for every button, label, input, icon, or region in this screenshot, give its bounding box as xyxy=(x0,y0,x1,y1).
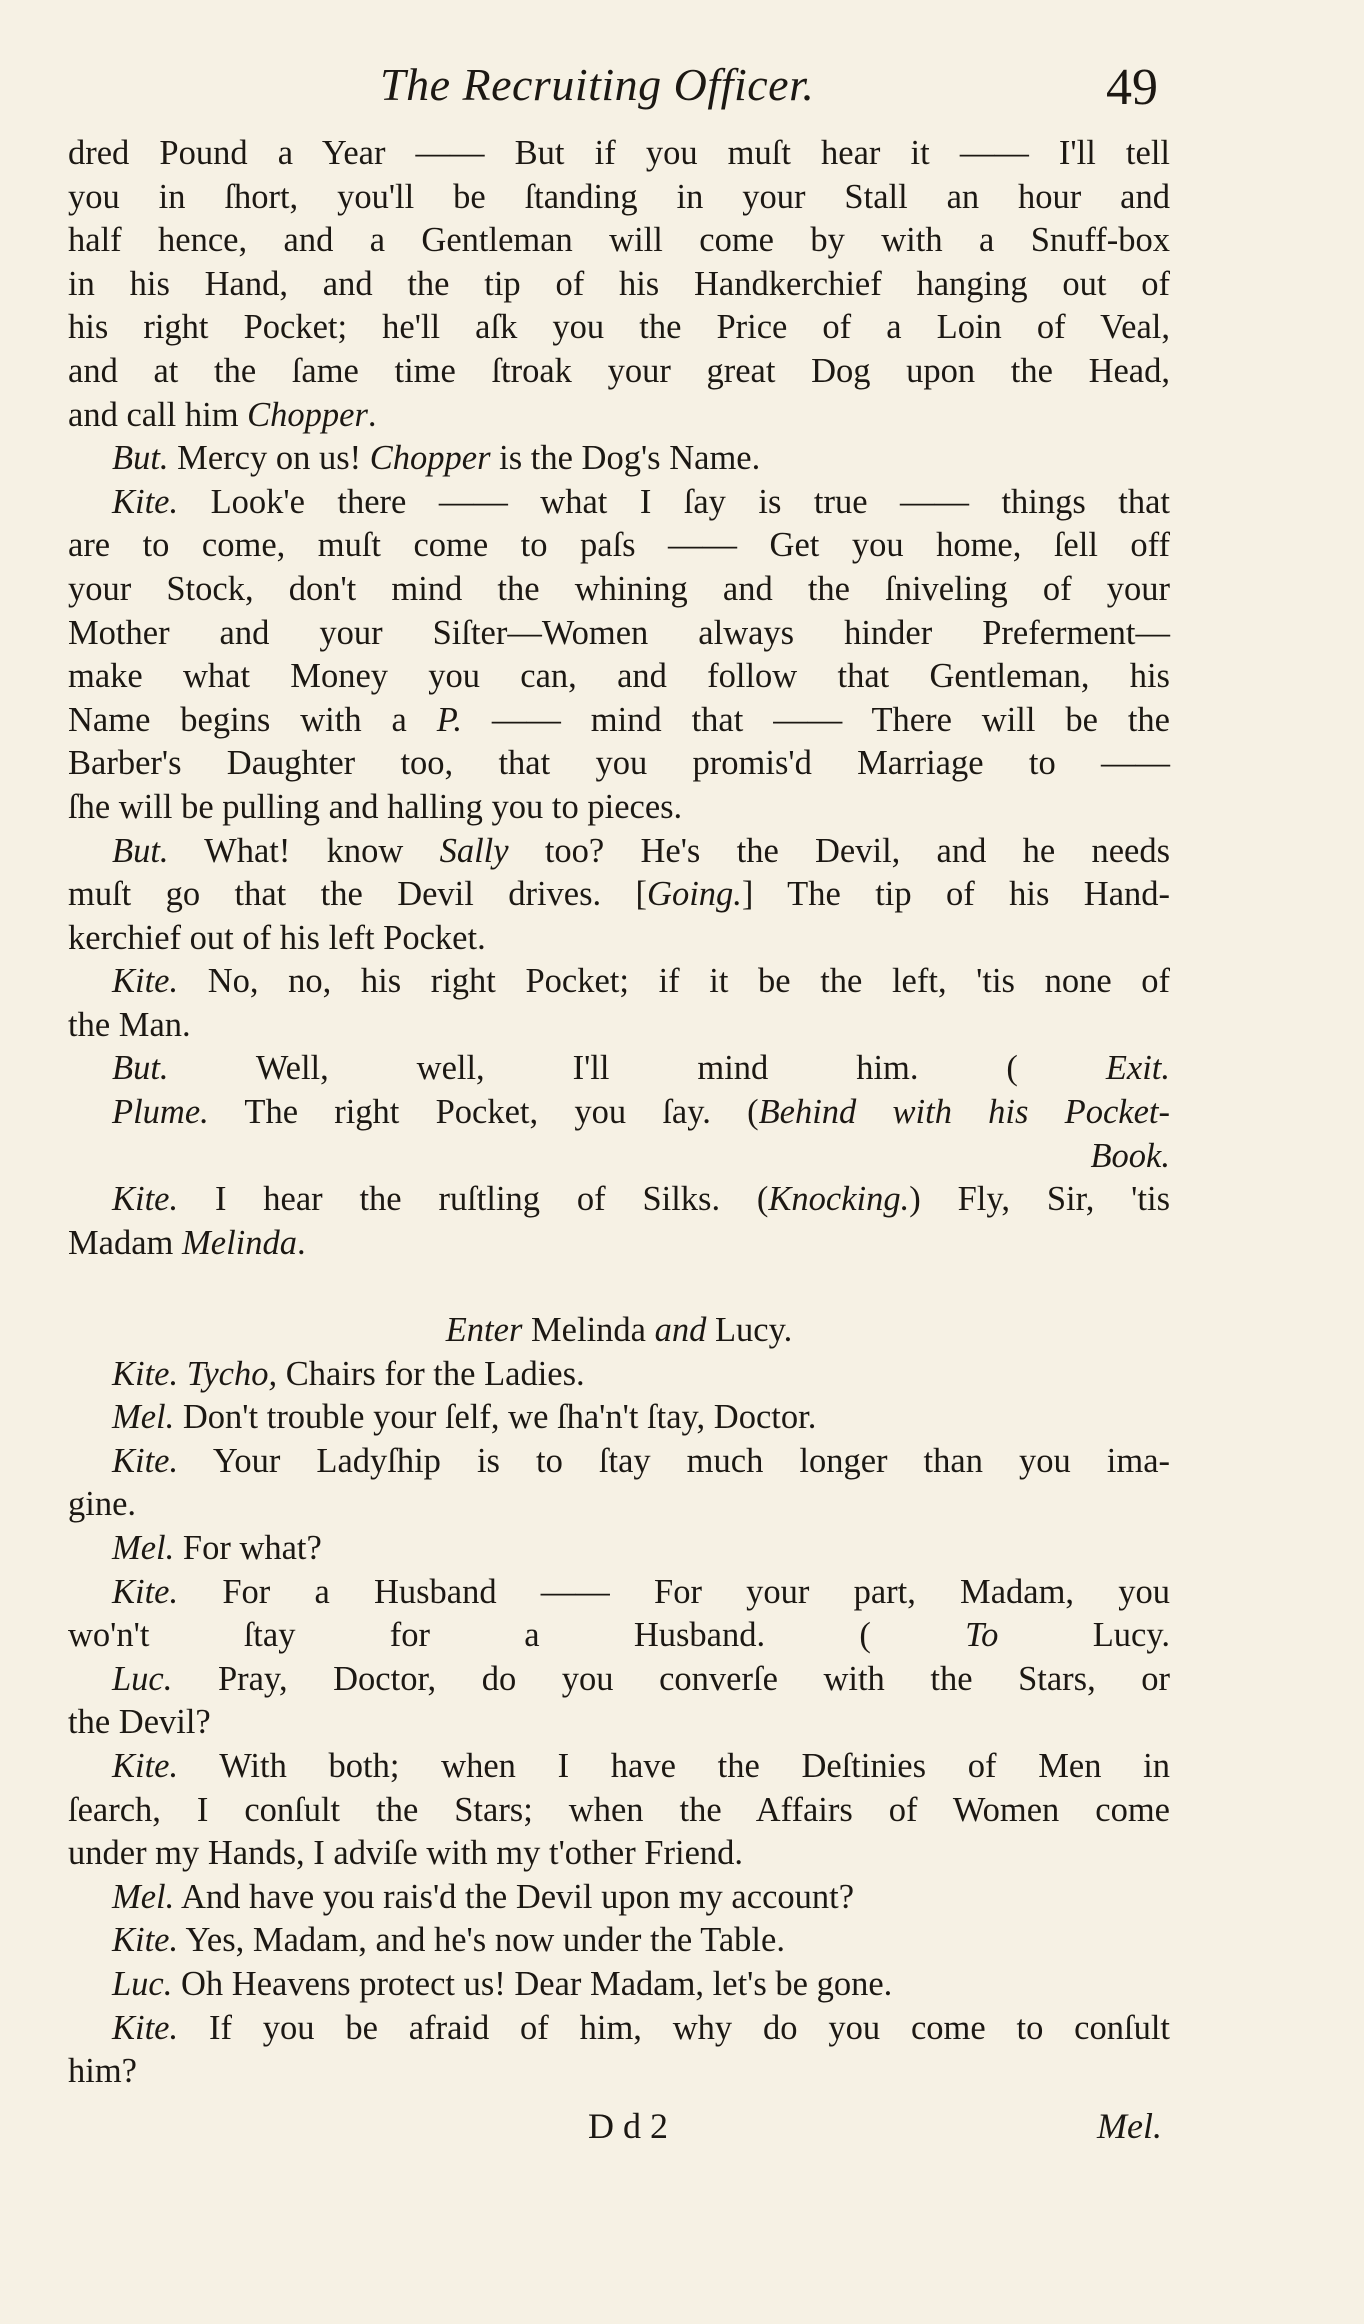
text-line: you in ſhort, you'll be ſtanding in your Stall an hour and xyxy=(68,177,1170,216)
text-line: the Devil? xyxy=(68,1703,211,1742)
text-line: Barber's Daughter too, that you promis'd Marriage to —— xyxy=(68,744,1170,783)
text-line: Kite. If you be afraid of him, why do you come to conſult xyxy=(112,2008,1170,2047)
text-line: Luc. Oh Heavens protect us! Dear Madam, let's be gone. xyxy=(112,1964,893,2003)
text-line: are to come, muſt come to paſs —— Get you home, ſell off xyxy=(68,526,1170,565)
text-line: Kite. With both; when I have the Deſtinies of Men in xyxy=(112,1746,1170,1785)
text-line: dred Pound a Year —— But if you muſt hear it —— I'll tell xyxy=(68,134,1170,172)
catchword: Mel. xyxy=(1097,2106,1162,2146)
text-line: wo'n't ſtay for a Husband. ( To Lucy. xyxy=(68,1616,1170,1655)
text-line: make what Money you can, and follow that Gentleman, his xyxy=(68,657,1170,696)
text-line: muſt go that the Devil drives. [Going.] The tip of his Hand- xyxy=(68,875,1170,914)
text-line: Mel. And have you rais'd the Devil upon my account? xyxy=(112,1877,855,1916)
text-line: But. What! know Sally too? He's the Devil, and he needs xyxy=(112,831,1170,870)
text-line: Enter Melinda and Lucy. xyxy=(445,1311,793,1350)
text-line: in his Hand, and the tip of his Handkerchief hanging out of xyxy=(68,264,1170,303)
text-line: Mel. For what? xyxy=(112,1529,322,1567)
text-line: Kite. Tycho, Chairs for the Ladies. xyxy=(112,1354,585,1393)
text-line: ſearch, I conſult the Stars; when the Affairs of Women come xyxy=(68,1790,1170,1829)
text-line: under my Hands, I adviſe with my t'other Friend. xyxy=(68,1834,744,1873)
text-line: Kite. I hear the ruſtling of Silks. (Knocking.) Fly, Sir, 'tis xyxy=(112,1180,1170,1219)
page-footer xyxy=(68,2105,1170,2155)
text-line: the Man. xyxy=(68,1005,191,1044)
text-line: Book. xyxy=(1090,1136,1170,1175)
text-line: half hence, and a Gentleman will come by with a Snuff-box xyxy=(68,221,1170,260)
page-number: 49 xyxy=(1106,59,1158,116)
text-line: But. Mercy on us! Chopper is the Dog's Name. xyxy=(112,439,761,478)
text-body xyxy=(68,132,1170,2094)
text-line: and call him Chopper. xyxy=(68,395,377,434)
text-line xyxy=(68,1265,1170,1309)
text-line: Kite. Your Ladyſhip is to ſtay much longer than you ima- xyxy=(112,1441,1170,1480)
text-line: But. Well, well, I'll mind him. ( Exit. xyxy=(112,1049,1170,1088)
text-line: Plume. The right Pocket, you ſay. (Behind with his Pocket- xyxy=(112,1093,1170,1132)
text-line: Mother and your Siſter—Women always hinder Preferment— xyxy=(68,613,1170,652)
text-line: ſhe will be pulling and halling you to pieces. xyxy=(68,787,683,826)
page-header xyxy=(68,58,1170,128)
text-line: Mel. Don't trouble your ſelf, we ſha'n't ſtay, Doctor. xyxy=(112,1398,817,1437)
text-line: Kite. No, no, his right Pocket; if it be the left, 'tis none of xyxy=(112,962,1170,1001)
text-line: Kite. Yes, Madam, and he's now under the Table. xyxy=(112,1921,785,1960)
text-line: his right Pocket; he'll aſk you the Price of a Loin of Veal, xyxy=(68,308,1170,347)
text-line: and at the ſame time ſtroak your great Dog upon the Head, xyxy=(68,351,1170,390)
printer-signature: D d 2 xyxy=(588,2106,668,2146)
text-line: Luc. Pray, Doctor, do you converſe with the Stars, or xyxy=(112,1659,1170,1698)
text-line: Name begins with a P. —— mind that —— There will be the xyxy=(68,700,1170,739)
text-line: your Stock, don't mind the whining and the ſniveling of your xyxy=(68,569,1170,608)
text-line: Kite. For a Husband —— For your part, Madam, you xyxy=(112,1572,1170,1611)
running-title: The Recruiting Officer. xyxy=(380,59,815,110)
text-line: gine. xyxy=(68,1485,137,1524)
text-line: him? xyxy=(68,2052,137,2091)
text-line: Madam Melinda. xyxy=(68,1223,306,1262)
text-line: kerchief out of his left Pocket. xyxy=(68,918,486,957)
text-line: Kite. Look'e there —— what I ſay is true —— things that xyxy=(112,482,1170,521)
